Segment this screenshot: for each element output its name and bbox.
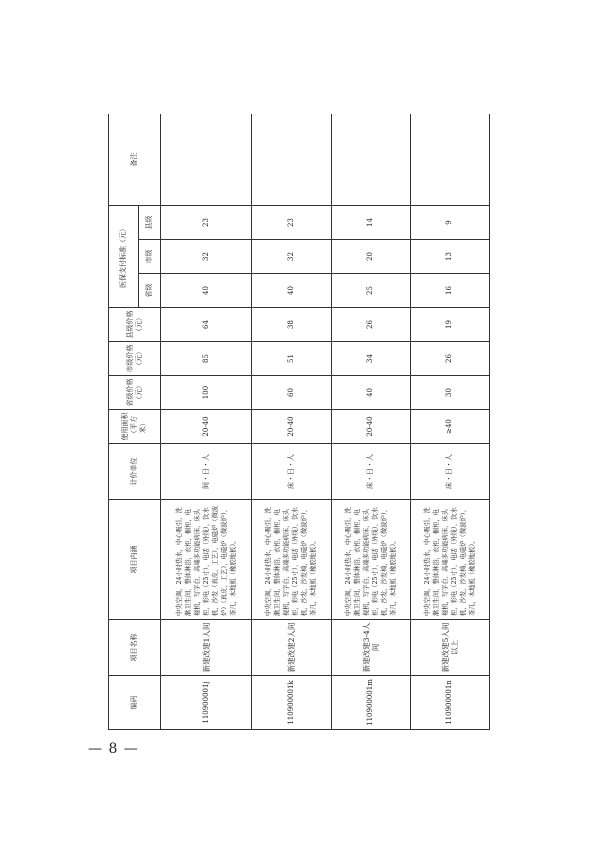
cell-name: 新建改建5人间以上 [410,620,489,676]
cell-ins-province: 16 [410,274,489,308]
cell-area: ≥40 [410,410,489,444]
cell-content: 中央空调，24小时热水，中心吸引，洗漱卫生间，整体淋浴，衣柜，橱柜，电视机，写字台，高端多功能病床，床头柜，彩电（25寸），电话（外线），饮水机，沙发，沙发椅，电磁炉（微波炉），茶几，木地板（橡胶地板）。 [331,500,410,620]
header-ins-province: 省级 [139,274,161,308]
cell-ins-province: 40 [161,274,252,308]
header-ins-city: 市级 [139,240,161,274]
cell-county-price: 38 [252,308,331,342]
cell-county-price: 64 [161,308,252,342]
cell-area: 20-40 [252,410,331,444]
cell-unit: 间・日・人 [161,444,252,500]
cell-remark [161,114,252,205]
cell-city-price: 85 [161,342,252,376]
cell-province-price: 60 [252,376,331,410]
cell-province-price: 30 [410,376,489,410]
cell-ins-city: 32 [161,240,252,274]
header-insurance-group: 医保支付标准（元） [109,205,139,307]
cell-code: 110900001j [161,676,252,730]
cell-remark [252,114,331,205]
cell-name: 新建改建2人间 [252,620,331,676]
header-city-price: 市级价格（元） [109,342,161,376]
cell-remark [410,114,489,205]
header-code: 编码 [109,676,161,730]
table-row [161,114,252,730]
price-table [108,114,490,730]
cell-area: 20-40 [161,410,252,444]
cell-ins-county: 23 [161,205,252,239]
cell-ins-city: 32 [252,240,331,274]
cell-content: 中央空调，24小时热水，中心吸引，洗漱卫生间，整体淋浴，衣柜，橱柜，电视机，写字台，高端多功能病床，床头柜，彩电（25寸），电话（外线），饮水机，沙发（真皮，工艺），电磁炉（微波炉）（真皮，工艺），电磁炉（微波炉），茶几，木地板（橡胶地板）。 [161,500,252,620]
cell-unit: 床・日・人 [331,444,410,500]
header-unit: 计价单位 [109,444,161,500]
table-row [252,114,331,730]
cell-content: 中央空调，24小时热水，中心吸引，洗漱卫生间，整体淋浴，衣柜，橱柜，电视机，写字台，高端多功能病床，床头柜，彩电（25寸），电话（外线），饮水机，沙发，沙发椅，电磁炉（微波炉），茶几，木地板（橡胶地板）。 [410,500,489,620]
page-number: — 8 — [88,741,139,757]
cell-code: 110900001m [331,676,410,730]
cell-code: 110900001k [252,676,331,730]
price-table-sheet [108,114,490,730]
cell-code: 110900001n [410,676,489,730]
cell-remark [331,114,410,205]
rotated-table-container [108,114,490,730]
cell-ins-county: 23 [252,205,331,239]
header-content: 项目内涵 [109,500,161,620]
cell-ins-city: 20 [331,240,410,274]
cell-ins-province: 25 [331,274,410,308]
cell-city-price: 26 [410,342,489,376]
cell-city-price: 34 [331,342,410,376]
table-row [410,114,489,730]
cell-unit: 床・日・人 [252,444,331,500]
cell-ins-county: 9 [410,205,489,239]
cell-county-price: 19 [410,308,489,342]
cell-name: 新建改建1人间 [161,620,252,676]
header-remark: 备注 [109,114,161,205]
cell-province-price: 100 [161,376,252,410]
cell-county-price: 26 [331,308,410,342]
cell-unit: 床・日・人 [410,444,489,500]
header-county-price: 县级价格（元） [109,308,161,342]
cell-ins-county: 14 [331,205,410,239]
cell-content: 中央空调，24小时热水，中心吸引，洗漱卫生间，整体淋浴，衣柜，橱柜，电视机，写字台，高端多功能病床，床头柜，彩电（25寸），电话（外线），饮水机，沙发，沙发椅，电磁炉（微波炉），茶几，木地板（橡胶地板）。 [252,500,331,620]
cell-province-price: 40 [331,376,410,410]
cell-ins-city: 13 [410,240,489,274]
cell-area: 20-40 [331,410,410,444]
cell-ins-province: 40 [252,274,331,308]
header-name: 项目名称 [109,620,161,676]
table-row [331,114,410,730]
header-area: 使用面积（平方米） [109,410,161,444]
header-ins-county: 县级 [139,205,161,239]
header-province-price: 省级价格（元） [109,376,161,410]
cell-name: 新建改建3-4人间 [331,620,410,676]
cell-city-price: 51 [252,342,331,376]
